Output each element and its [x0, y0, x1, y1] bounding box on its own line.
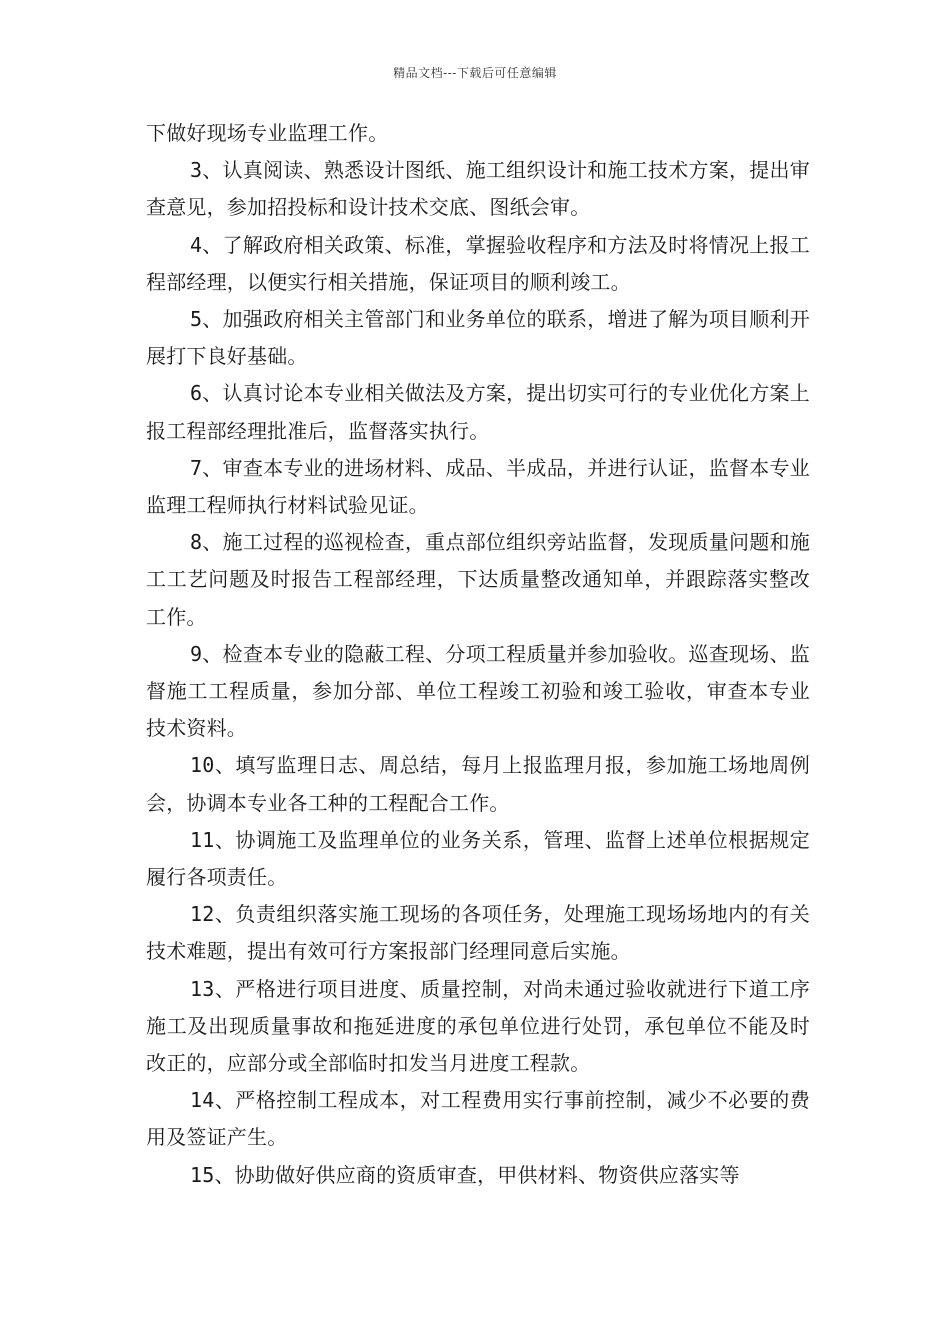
paragraph-item-10: 10、填写监理日志、周总结，每月上报监理月报，参加施工场地周例会，协调本专业各工种的工程配合工作。 — [146, 753, 810, 815]
paragraph-item-7: 7、审查本专业的进场材料、成品、半成品，并进行认证，监督本专业监理工程师执行材料试验见证。 — [146, 455, 810, 518]
paragraph-item-14: 14、严格控制工程成本，对工程费用实行事前控制，减少不必要的费用及签证产生。 — [146, 1088, 810, 1150]
page-header: 精品文档---下载后可任意编辑 — [393, 66, 557, 80]
paragraph-item-15: 15、协助做好供应商的资质审查，甲供材料、物资供应落实等 — [190, 1162, 740, 1187]
paragraph-item-4: 4、了解政府相关政策、标准，掌握验收程序和方法及时将情况上报工程部经理，以便实行相关措施，保证项目的顺利竣工。 — [146, 232, 810, 294]
paragraph-item-11: 11、协调施工及监理单位的业务关系，管理、监督上述单位根据规定履行各项责任。 — [146, 827, 810, 890]
paragraph-item-5: 5、加强政府相关主管部门和业务单位的联系，增进了解为项目顺利开展打下良好基础。 — [146, 307, 810, 369]
paragraph-item-6: 6、认真讨论本专业相关做法及方案，提出切实可行的专业优化方案上报工程部经理批准后，监督落实执行。 — [146, 381, 810, 443]
paragraph-item-13: 13、严格进行项目进度、质量控制，对尚未通过验收就进行下道工序施工及出现质量事故和拖延进度的承包单位进行处罚，承包单位不能及时改正的，应部分或全部临时扣发当月进度工程款。 — [146, 976, 810, 1076]
paragraph-item-3: 3、认真阅读、熟悉设计图纸、施工组织设计和施工技术方案，提出审查意见，参加招投标和设计技术交底、图纸会审。 — [146, 158, 810, 220]
paragraph-item-9: 9、检查本专业的隐蔽工程、分项工程质量并参加验收。巡查现场、监督施工工程质量，参加分部、单位工程竣工初验和竣工验收，审查本专业技术资料。 — [146, 641, 810, 741]
paragraph-item-12: 12、负责组织落实施工现场的各项任务，处理施工现场场地内的有关技术难题，提出有效可行方案报部门经理同意后实施。 — [146, 902, 810, 964]
document-body — [146, 115, 810, 1194]
paragraph-item-8: 8、施工过程的巡视检查，重点部位组织旁站监督，发现质量问题和施工工艺问题及时报告工程部经理，下达质量整改通知单，并跟踪落实整改工作。 — [146, 530, 810, 629]
paragraph-continuation: 下做好现场专业监理工作。 — [146, 121, 389, 145]
